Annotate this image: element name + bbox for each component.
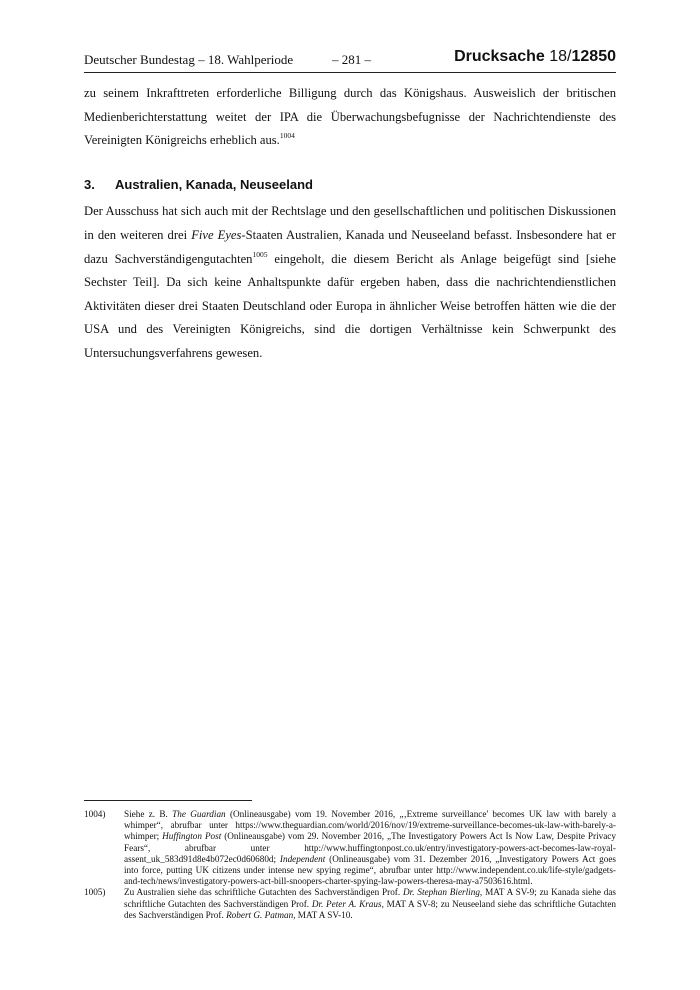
page-number: – 281 – [332,52,371,67]
source-title: Independent [279,853,326,864]
paragraph-text: eingeholt, die diesem Bericht als Anlage beigefügt sind [siehe Sechster Teil]. Da sich keine Anhaltspunkte dafür ergeben haben, dass die nachrichtendienstlichen Aktivitäten dieser drei Staaten Deutschland oder Europa in ähnlicher Weise betroffen hätten wie die der USA und des Vereinigten Königreichs, sind die dortigen Verhältnisse kein Schwerpunkt des Untersuchungsverfahrens gewesen. [84,251,617,360]
paragraph-five-eyes [84,200,616,365]
header-parliament-period: Deutscher Bundestag – 18. Wahlperiode [84,52,294,67]
expert-name: Dr. Stephan Bierling [403,887,480,898]
five-eyes-term: Five Eyes [191,227,242,242]
footnote-text [124,809,616,887]
footnote-ref-1004[interactable]: 1004 [279,131,295,141]
document-separator: / [567,48,572,65]
section-heading [84,173,616,197]
footnote-segment: (Onlineausgabe) vom 29. November 2016, „The Investigatory Powers Act Is Now Law, Despite Privacy Fears“, abrufbar unter http://www.huffingtonpost.co.uk/entry/investigatory-powers-act-becomes-law-royal-assent_uk_583d91d8e4b072ec0d60680d; [124,831,616,864]
footnote-number: 1004) [84,809,106,819]
footnote-text [124,887,616,921]
document-period: 18 [549,48,568,65]
section-title: Australien, Kanada, Neuseeland [115,176,313,192]
source-title: Huffington Post [162,831,222,842]
footnote-1005 [84,887,616,921]
document-number [454,48,616,66]
expert-name: Dr. Peter A. Kraus [311,898,382,909]
footnote-divider [84,800,252,801]
paragraph-ipa [84,82,616,153]
footnote-segment: Zu Australien siehe das schriftliche Gutachten des Sachverständigen Prof. [124,887,404,898]
footnote-ref-1005[interactable]: 1005 [252,249,268,259]
footnote-segment: (Onlineausgabe) vom 19. November 2016, „‚Extreme surveillance' becomes UK law with barely a whimper“, abrufbar unter https://www.theguardian.com/world/2016/nov/19/extreme-surveillance-becomes-uk-law-with-barely-a-whimper; [124,809,617,842]
footnotes [84,809,616,921]
footnote-number: 1005) [84,887,106,898]
paragraph-text: Der Ausschuss hat sich auch mit der Rechtslage und den gesellschaftlichen und politischen Diskussionen in den weiteren drei [84,204,616,242]
document-label: Drucksache [454,48,550,65]
page-header [84,50,616,73]
footnote-segment: , MAT A SV-9; zu Kanada siehe das schriftliche Gutachten des Sachverständigen Prof. [124,887,616,909]
source-title: The Guardian [172,809,226,819]
paragraph-text: -Staaten Australien, Kanada und Neuseeland befasst. Insbesondere hat er dazu Sachverständigengutachten [84,227,616,266]
footnote-segment: , MAT A SV-10. [293,909,353,920]
section-number: 3. [84,176,95,192]
page-body [84,82,616,366]
expert-name: Robert G. Patman [226,909,294,920]
footnote-1004 [84,809,616,887]
footnote-segment: Siehe z. B. [124,809,173,819]
paragraph-text: zu seinem Inkrafttreten erforderliche Billigung durch das Königshaus. Ausweislich der britischen Medienberichterstattung weitet der IPA die Überwachungsbefugnisse der Nachrichtendienste des Vereinigten Königreichs erheblich aus. [84,86,616,148]
footnote-segment: , MAT A SV-8; zu Neuseeland siehe das schriftliche Gutachten des Sachverständigen Prof. [124,898,616,920]
document-id: 12850 [571,48,616,65]
footnote-segment: (Onlineausgabe) vom 31. Dezember 2016, „Investigatory Powers Act goes into force, putting UK citizens under intense new spying regime“, abrufbar unter http://www.independent.co.uk/life-style/gadgets-and-tech/news/investigatory-powers-act-bill-snoopers-charter-spying-law-powers-theresa-may-a7503616.html. [124,853,616,887]
